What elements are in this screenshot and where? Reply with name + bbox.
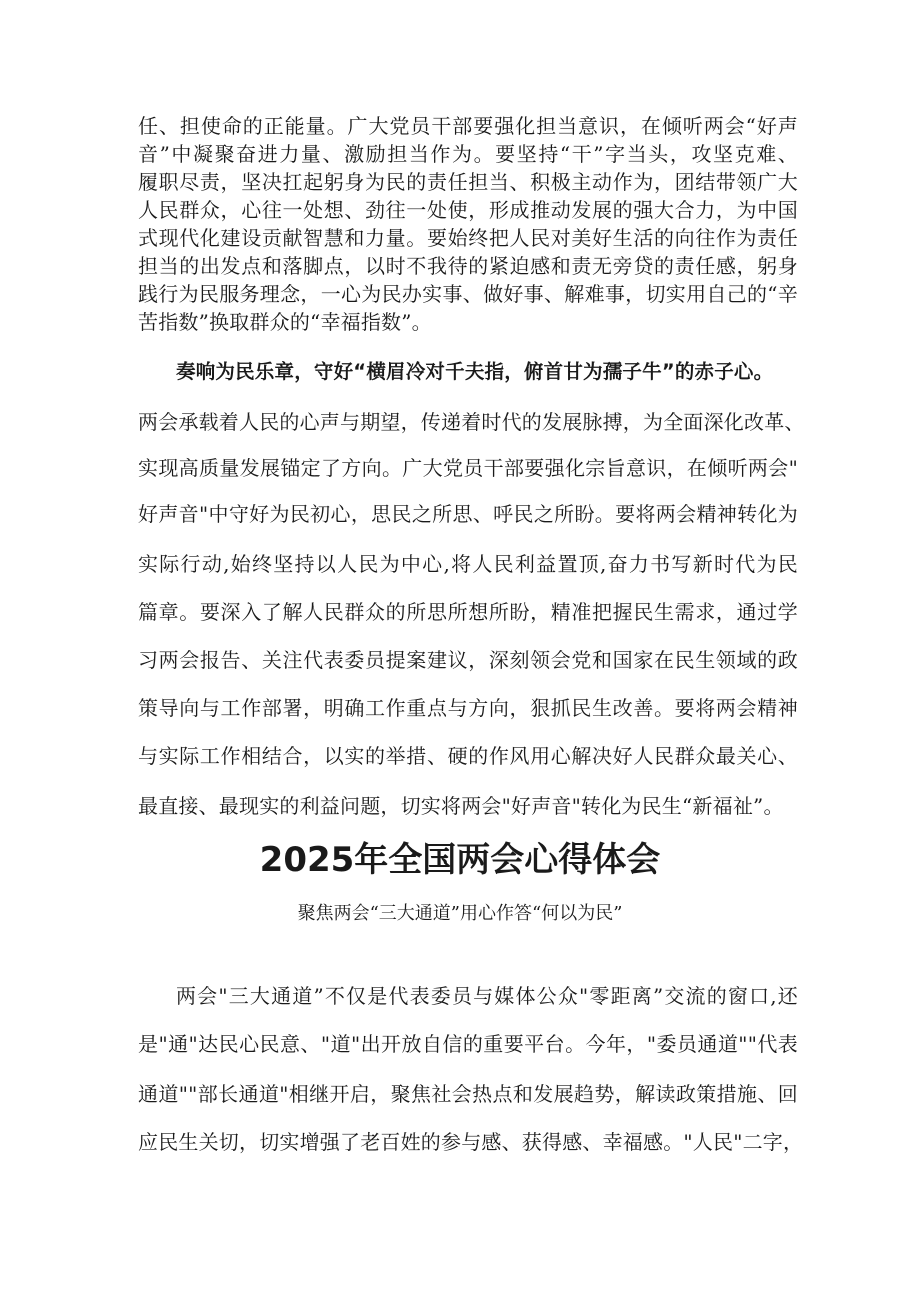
paragraph-line: 最直接、最现实的利益问题，切实将两会"好声音"转化为民生“新福祉”。: [138, 794, 784, 818]
paragraph-line: 策导向与工作部署，明确工作重点与方向，狠抓民生改善。要将两会精神: [138, 696, 798, 720]
paragraph-line: 践行为民服务理念，一心为民办实事、做好事、解难事，切实用自己的“辛: [138, 282, 798, 306]
paragraph-line: 担当的出发点和落脚点，以时不我待的紧迫感和责无旁贷的责任感，躬身: [138, 254, 798, 278]
paragraph-line: 人民群众，心往一处想、劲往一处使，形成推动发展的强大合力，为中国: [138, 198, 798, 222]
paragraph-line: 实现高质量发展锚定了方向。广大党员干部要强化宗旨意识，在倾听两会": [138, 456, 798, 480]
paragraph-line: 任、担使命的正能量。广大党员干部要强化担当意识，在倾听两会“好声: [138, 114, 798, 138]
paragraph-line: 两会"三大通道”不仅是代表委员与媒体公众"零距离”交流的窗口,还: [176, 984, 798, 1008]
section-heading: 奏响为民乐章，守好“横眉冷对千夫指，俯首甘为孺子牛”的赤子心。: [176, 360, 774, 383]
paragraph-line: 好声音"中守好为民初心，思民之所思、呼民之所盼。要将两会精神转化为: [138, 502, 798, 526]
article-title: 2025年全国两会心得体会: [259, 840, 661, 880]
paragraph-line: 音”中凝聚奋进力量、激励担当作为。要坚持“干”字当头，攻坚克难、: [138, 142, 798, 166]
paragraph-line: 式现代化建设贡献智慧和力量。要始终把人民对美好生活的向往作为责任: [138, 226, 798, 250]
paragraph-line: 苦指数”换取群众的“幸福指数”。: [138, 310, 432, 334]
paragraph-line: 实际行动,始终坚持以人民为中心,将人民利益置顶,奋力书写新时代为民: [138, 552, 798, 576]
paragraph-line: 通道""部长通道"相继开启，聚焦社会热点和发展趋势，解读政策措施、回: [138, 1082, 798, 1106]
paragraph-line: 与实际工作相结合，以实的举措、硬的作风用心解决好人民群众最关心、: [138, 744, 798, 768]
paragraph-line: 习两会报告、关注代表委员提案建议，深刻领会党和国家在民生领域的政: [138, 648, 798, 672]
paragraph-line: 篇章。要深入了解人民群众的所思所想所盼，精准把握民生需求，通过学: [138, 600, 798, 624]
paragraph-line: 应民生关切，切实增强了老百姓的参与感、获得感、幸福感。"人民"二字，: [138, 1130, 804, 1154]
paragraph-line: 两会承载着人民的心声与期望，传递着时代的发展脉搏，为全面深化改革、: [138, 410, 805, 434]
article-subtitle: 聚焦两会“三大通道”用心作答“何以为民”: [297, 903, 623, 924]
paragraph-line: 是"通"达民心民意、"道"出开放自信的重要平台。今年，"委员通道""代表: [138, 1032, 798, 1056]
paragraph-line: 履职尽责，坚决扛起躬身为民的责任担当、积极主动作为，团结带领广大: [138, 170, 798, 194]
